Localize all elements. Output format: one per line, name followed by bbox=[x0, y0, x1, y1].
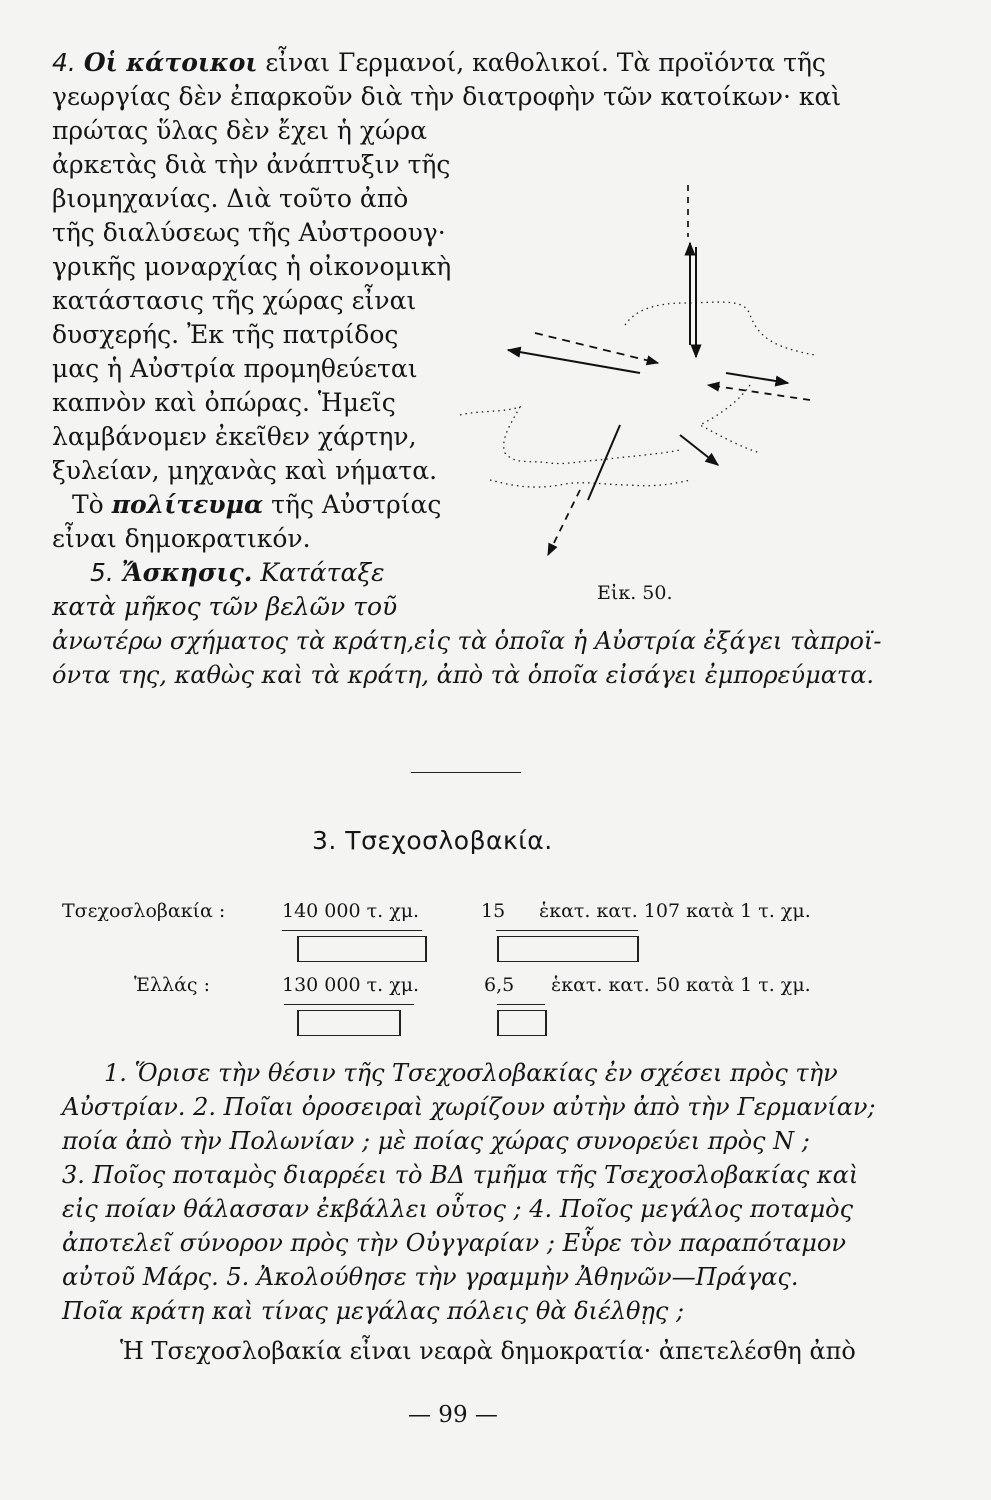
figure-arrows-diagram bbox=[440, 185, 840, 585]
section4-line2: γεωργίας δὲν ἐπαρκοῦν διὰ τὴν διατροφὴν τῶν κατοίκων· καὶ bbox=[52, 82, 842, 111]
section5-line4: όντα της, καθὼς καὶ τὰ κράτη, ἀπὸ τὰ ὁποῖα εἰσάγει ἐμπορεύματα. bbox=[52, 661, 875, 689]
row1-area-underline bbox=[282, 930, 422, 931]
row1-country: Τσεχοσλοβακία : bbox=[62, 900, 226, 922]
border-dotted-west bbox=[460, 407, 680, 464]
section-divider bbox=[411, 772, 521, 773]
section5-number: 5. bbox=[90, 558, 114, 587]
row2-area: 130 000 τ. χμ. bbox=[282, 974, 420, 996]
question-line3: ποία ἀπὸ τὴν Πολωνίαν ; μὲ ποίας χώρας συνορεύει πρὸς Ν ; bbox=[62, 1127, 810, 1155]
row2-population: 6,5 bbox=[484, 974, 515, 996]
section-title: 3. Τσεχοσλοβακία. bbox=[312, 826, 553, 855]
row1-population: 15 bbox=[481, 900, 506, 922]
question-line8: Ποῖα κράτη καὶ τίνας μεγάλας πόλεις θὰ διέλθῃς ; bbox=[62, 1297, 685, 1325]
section5-line1-rest: Κατάταξε bbox=[252, 558, 385, 587]
section4-line7: γρικῆς μοναρχίας ἡ οἰκονομικὴ bbox=[52, 252, 452, 281]
border-dotted-south bbox=[490, 480, 690, 487]
arrow-southeast bbox=[680, 435, 718, 465]
section4-term: Οἱ κάτοικοι bbox=[83, 48, 258, 77]
section4-line4: ἀρκετὰς διὰ τὴν ἀνάπτυξιν τῆς bbox=[52, 150, 451, 179]
population-bar-greece bbox=[497, 1010, 547, 1036]
population-bar-czechoslovakia bbox=[497, 936, 639, 962]
section4-line9: δυσχερής. Ἐκ τῆς πατρίδος bbox=[52, 320, 399, 349]
section4-line14-pre: Τὸ bbox=[72, 490, 112, 519]
section4-line3: πρώτας ὕλας δὲν ἔχει ἡ χώρα bbox=[52, 116, 427, 145]
section4-line5: βιομηχανίας. Διὰ τοῦτο ἀπὸ bbox=[52, 184, 409, 213]
row2-pop-underline bbox=[497, 1004, 545, 1005]
area-bar-greece bbox=[297, 1010, 401, 1036]
section4-line6: τῆς διαλύσεως τῆς Αὐστροουγ· bbox=[52, 218, 446, 247]
section4-line14-rest: τῆς Αὐστρίας bbox=[263, 490, 442, 519]
row2-country: Ἑλλάς : bbox=[134, 974, 210, 996]
section5-line2: κατὰ μῆκος τῶν βελῶν τοῦ bbox=[52, 592, 398, 621]
question-line4: 3. Ποῖος ποταμὸς διαρρέει τὸ ΒΔ τμῆμα τῆς Τσεχοσλοβακίας καὶ bbox=[62, 1161, 859, 1189]
section4-line1-rest: εἶναι Γερμανοί, καθολικοί. Τὰ προϊόντα τῆς bbox=[257, 48, 826, 77]
question-line1: 1. Ὅρισε τὴν θέσιν τῆς Τσεχοσλοβακίας ἐν σχέσει πρὸς τὴν bbox=[104, 1059, 838, 1087]
row2-pop-unit: ἑκατ. κατ. 50 κατὰ 1 τ. χμ. bbox=[551, 974, 811, 996]
row2-area-underline bbox=[284, 1004, 414, 1005]
section4-polity-term: πολίτευμα bbox=[111, 490, 264, 519]
row1-pop-underline bbox=[496, 930, 638, 931]
area-bar-czechoslovakia bbox=[297, 936, 427, 962]
section5-term: Ἄσκησις. bbox=[121, 558, 253, 587]
question-line5: εἰς ποίαν θάλασσαν ἐκβάλλει οὗτος ; 4. Ποῖος μεγάλος ποταμὸς bbox=[62, 1195, 854, 1223]
figure-caption: Εἰκ. 50. bbox=[597, 582, 673, 604]
row1-pop-unit: ἑκατ. κατ. 107 κατὰ 1 τ. χμ. bbox=[539, 900, 811, 922]
question-line2: Αὐστρίαν. 2. Ποῖαι ὀροσειραὶ χωρίζουν αὐτὴν ἀπὸ τὴν Γερμανίαν; bbox=[62, 1093, 876, 1121]
section4-line11: καπνὸν καὶ ὀπώρας. Ἡμεῖς bbox=[52, 388, 396, 417]
section4-line8: κατάστασις τῆς χώρας εἶναι bbox=[52, 286, 417, 315]
section5-line3: ἀνωτέρω σχήματος τὰ κράτη,εἰς τὰ ὁποῖα ἡ Αὐστρία ἐξάγει τὰπροϊ- bbox=[52, 627, 882, 655]
section4-line1 bbox=[52, 46, 852, 80]
question-line6: ἀποτελεῖ σύνορον πρὸς τὴν Οὐγγαρίαν ; Εὗρε τὸν παραπόταμον bbox=[62, 1229, 846, 1257]
arrow-east-dashed-in bbox=[708, 385, 810, 400]
border-dotted-east bbox=[700, 385, 760, 453]
border-dotted-north bbox=[625, 302, 815, 355]
section4-line15: εἶναι δημοκρατικόν. bbox=[52, 524, 311, 553]
arrow-southwest-solid bbox=[588, 425, 620, 500]
page-number: — 99 — bbox=[408, 1402, 498, 1428]
row1-area: 140 000 τ. χμ. bbox=[282, 900, 420, 922]
section4-line10: μας ἡ Αὐστρία προμηθεύεται bbox=[52, 354, 418, 383]
section4-number: 4. bbox=[52, 48, 76, 77]
arrow-southwest-dashed bbox=[548, 490, 580, 555]
section4-line12: λαμβάνομεν ἐκεῖθεν χάρτην, bbox=[52, 422, 417, 451]
section4-line13: ξυλείαν, μηχανὰς καὶ νήματα. bbox=[52, 456, 438, 485]
question-line7: αὐτοῦ Μάρς. 5. Ἀκολούθησε τὴν γραμμὴν Ἀθηνῶν—Πράγας. bbox=[62, 1263, 799, 1291]
arrow-east-out bbox=[726, 373, 788, 383]
closing-line: Ἡ Τσεχοσλοβακία εἶναι νεαρὰ δημοκρατία· ἀπετελέσθη ἀπὸ bbox=[120, 1337, 856, 1365]
